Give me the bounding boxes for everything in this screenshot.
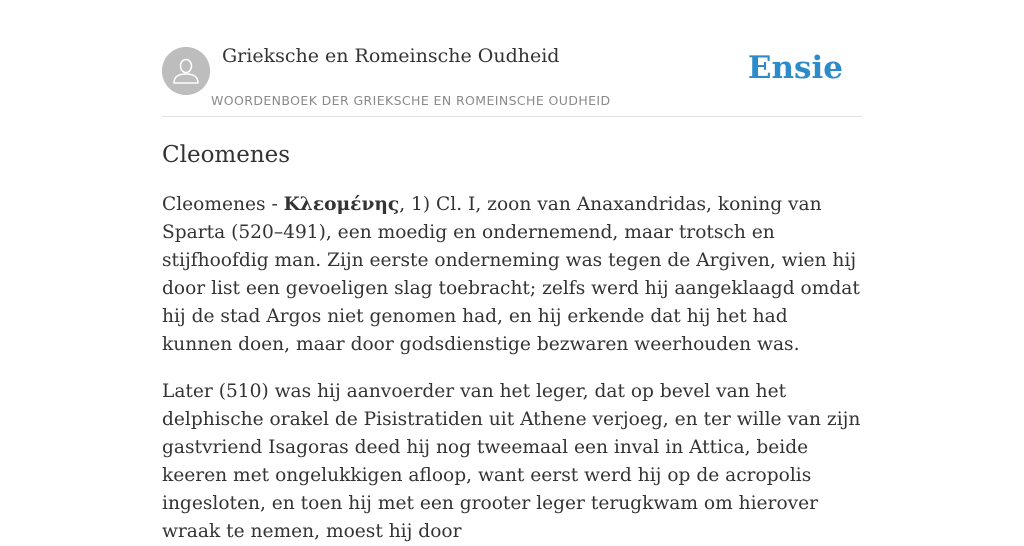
ensie-logo[interactable]: Ensie: [747, 50, 843, 86]
article-title: Cleomenes: [162, 142, 291, 168]
source-subtitle: WOORDENBOEK DER GRIEKSCHE EN ROMEINSCHE OUDHEID: [211, 93, 611, 108]
article-paragraph-1: [162, 191, 862, 359]
greek-term: Κλεομένης: [283, 194, 400, 215]
article: [162, 136, 862, 546]
source-title[interactable]: Grieksche en Romeinsche Oudheid: [222, 45, 560, 67]
paragraph-lead: Cleomenes -: [162, 194, 284, 215]
user-icon-graphic: [162, 47, 210, 95]
article-paragraph-2: Later (510) was hij aanvoerder van het leger, dat op bevel van het delphische orakel de Pisistratiden uit Athene verjoeg, en ter wille van zijn gastvriend Isagoras deed hij nog tweemaal een inval in Attica, beide keeren met ongelukkigen afloop, want eerst werd hij op de acropolis ingesloten, en toen hij met een grooter leger terugkwam om hierover wraak te nemen, moest hij door: [162, 381, 861, 542]
page-header: [162, 0, 862, 117]
paragraph-text: , 1) Cl. I, zoon van Anaxandridas, koning van Sparta (520–491), een moedig en ondernemend, maar trotsch en stijfhoofdig man. Zijn eerste onderneming was tegen de Argiven, wien hij door list een gevoeligen slag toebracht; zelfs werd hij aangeklaagd omdat hij de stad Argos niet genomen had, en hij erkende dat hij het had kunnen doen, maar door godsdienstige bezwaren weerhouden was.: [162, 194, 860, 355]
user-icon[interactable]: [162, 47, 210, 95]
